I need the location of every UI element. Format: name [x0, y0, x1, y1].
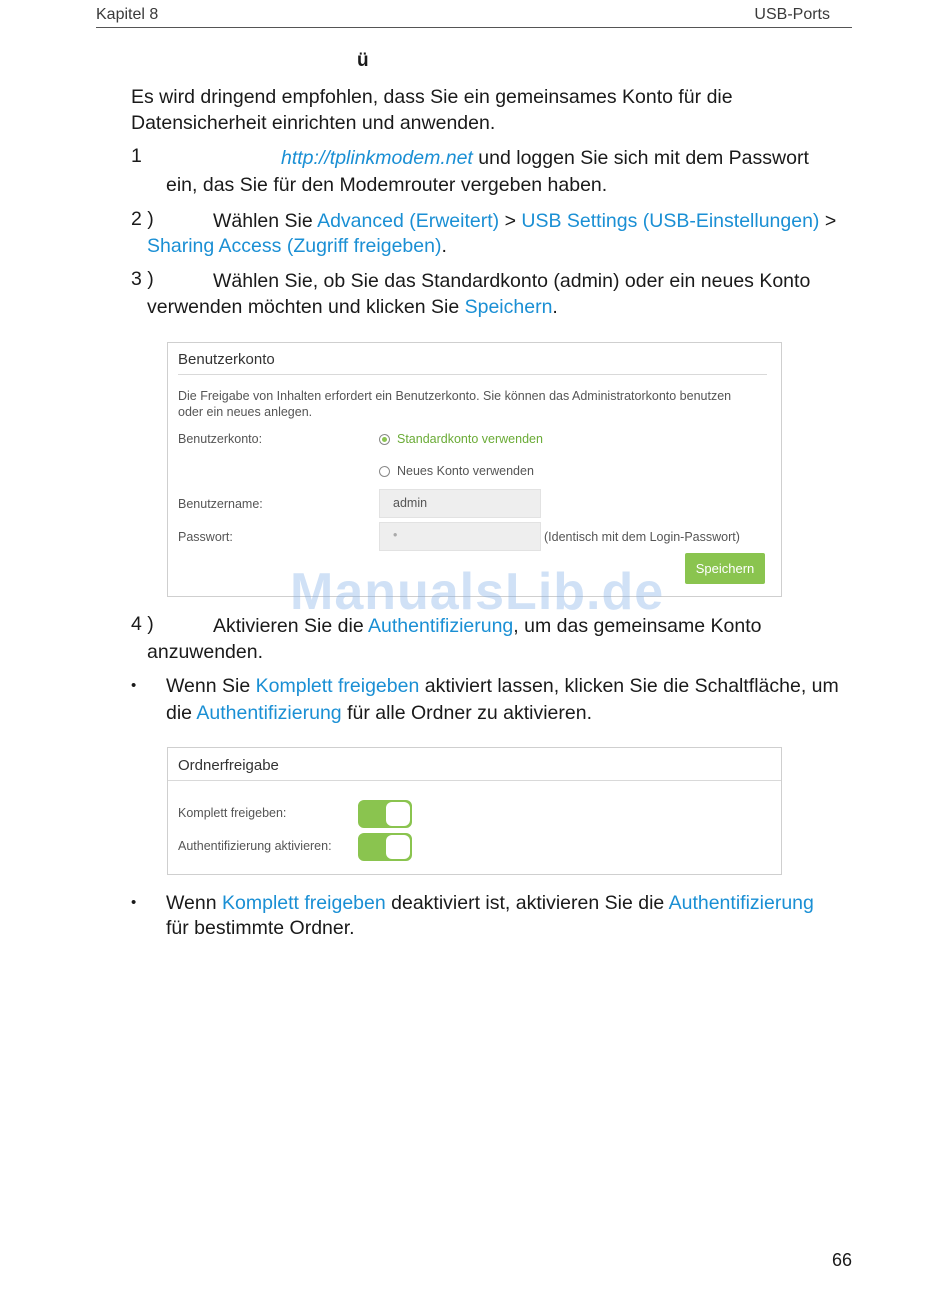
bullet-2-text-b: deaktiviert ist, aktivieren Sie die: [391, 892, 665, 914]
step-3-number: 3 ): [131, 268, 154, 290]
bullet-1-text-b: aktiviert lassen, klicken Sie die Schaltfläche, um: [424, 675, 839, 697]
breadcrumb-separator: >: [824, 210, 837, 232]
chapter-label: Kapitel 8: [96, 6, 159, 23]
user-account-panel: [167, 342, 782, 597]
authentication-link[interactable]: Authentifizierung: [196, 702, 342, 724]
toggle-knob: [386, 802, 410, 826]
step-2-end: .: [441, 235, 447, 257]
bullet-2-text-a: Wenn: [166, 892, 217, 914]
step-2-text-a: Wählen Sie: [213, 210, 313, 232]
step-1-line-1: [281, 145, 809, 171]
auth-toggle[interactable]: [358, 833, 412, 861]
tplinkmodem-link[interactable]: http://tplinkmodem.net: [281, 147, 473, 169]
panel-divider: [168, 780, 781, 781]
share-all-link[interactable]: Komplett freigeben: [222, 892, 386, 914]
intro-line-1: Es wird dringend empfohlen, dass Sie ein gemeinsames Konto für die: [131, 86, 733, 108]
intro-line-2: Datensicherheit einrichten und anwenden.: [131, 112, 496, 134]
step-2-number: 2 ): [131, 208, 154, 230]
option-new-label[interactable]: Neues Konto verwenden: [397, 464, 534, 478]
usb-settings-link[interactable]: USB Settings (USB-Einstellungen): [521, 210, 820, 232]
step-3-line-1: Wählen Sie, ob Sie das Standardkonto (admin) oder ein neues Konto: [213, 270, 811, 292]
bullet-1-text-d: für alle Ordner zu aktivieren.: [347, 702, 593, 724]
step-3-text-b: verwenden möchten und klicken Sie: [147, 296, 460, 318]
step-1-line-2: ein, das Sie für den Modemrouter vergeben haben.: [166, 174, 608, 196]
share-all-label: Komplett freigeben:: [178, 806, 287, 820]
password-label: Passwort:: [178, 530, 233, 544]
sharing-access-link[interactable]: Sharing Access (Zugriff freigeben): [147, 235, 442, 257]
bullet-mark: •: [131, 894, 137, 911]
password-input[interactable]: [379, 522, 541, 551]
account-label: Benutzerkonto:: [178, 432, 263, 446]
bullet-1-line-1: [166, 673, 839, 699]
share-all-link[interactable]: Komplett freigeben: [255, 675, 420, 697]
step-4-number: 4 ): [131, 613, 154, 635]
page-number: 66: [831, 1250, 852, 1270]
step-3-end: .: [552, 296, 558, 318]
folder-sharing-panel: [167, 747, 782, 875]
radio-default-account[interactable]: [379, 434, 390, 445]
section-heading: ü: [357, 50, 369, 71]
username-label: Benutzername:: [178, 497, 263, 511]
password-note: (Identisch mit dem Login-Passwort): [544, 530, 740, 544]
toggle-knob: [386, 835, 410, 859]
share-all-toggle[interactable]: [358, 800, 412, 828]
step-1-number: 1: [131, 145, 142, 167]
step-3-line-2: [147, 294, 558, 320]
password-value: •: [393, 528, 398, 542]
bullet-2-line-2: für bestimmte Ordner.: [166, 917, 355, 939]
step-4-line-2: anzuwenden.: [147, 641, 264, 663]
breadcrumb-separator: >: [504, 210, 516, 232]
step-2-line-2: [147, 233, 447, 259]
step-4-text-b: , um das gemeinsame Konto: [513, 615, 762, 637]
step-4-line-1: [213, 613, 762, 639]
auth-label: Authentifizierung aktivieren:: [178, 839, 332, 853]
step-2-line-1: [213, 208, 836, 234]
username-input[interactable]: [379, 489, 541, 518]
username-value: admin: [393, 496, 428, 510]
panel-description-2: oder ein neues anlegen.: [178, 405, 313, 419]
section-label: USB-Ports: [754, 6, 830, 23]
authentication-link[interactable]: Authentifizierung: [368, 615, 514, 637]
panel-title: Ordnerfreigabe: [178, 757, 279, 774]
step-1-text-a: und loggen Sie sich mit dem Passwort: [478, 147, 809, 169]
save-button[interactable]: Speichern: [685, 553, 765, 584]
watermark: ManualsLib.de: [290, 563, 665, 621]
panel-description-1: Die Freigabe von Inhalten erfordert ein Benutzerkonto. Sie können das Administratorkonto benutzen: [178, 389, 732, 403]
bullet-2-line-1: [166, 890, 814, 916]
panel-divider: [178, 374, 767, 375]
bullet-1-text-c: die: [166, 702, 193, 724]
bullet-mark: •: [131, 677, 137, 694]
save-link[interactable]: Speichern: [464, 296, 553, 318]
bullet-1-text-a: Wenn Sie: [166, 675, 251, 697]
radio-new-account[interactable]: [379, 466, 390, 477]
bullet-1-line-2: [166, 700, 592, 726]
option-default-label[interactable]: Standardkonto verwenden: [397, 432, 543, 446]
header-rule: [96, 27, 852, 28]
panel-title: Benutzerkonto: [178, 351, 275, 368]
authentication-link[interactable]: Authentifizierung: [668, 892, 814, 914]
advanced-link[interactable]: Advanced (Erweitert): [317, 210, 500, 232]
step-4-text-a: Aktivieren Sie die: [213, 615, 364, 637]
